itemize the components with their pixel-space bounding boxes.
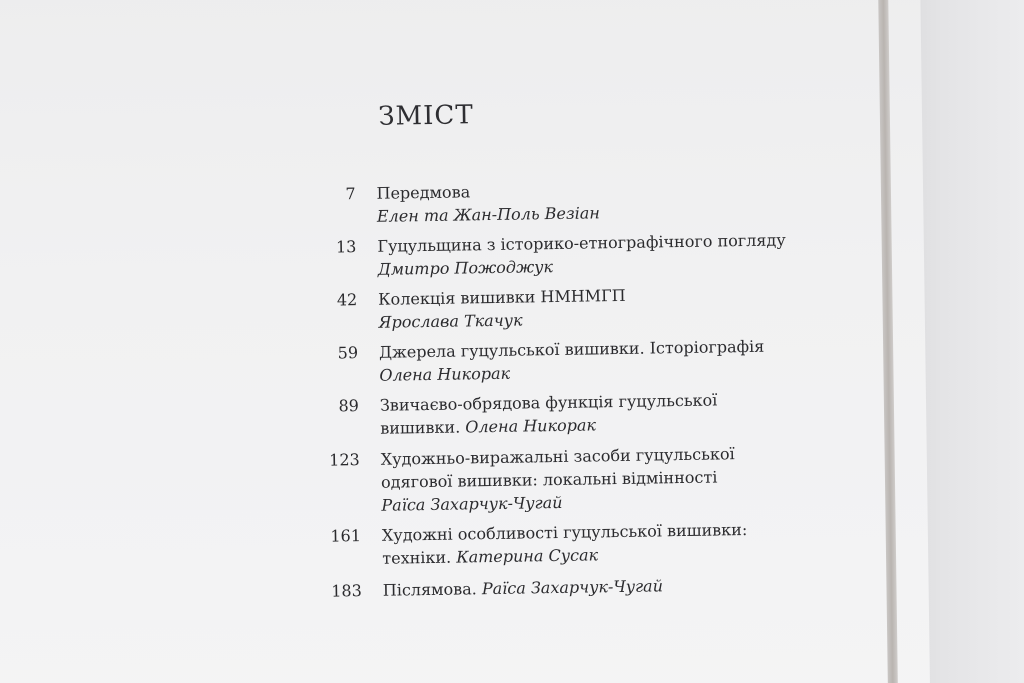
toc-title: ЗМІСТ	[378, 100, 474, 132]
toc-entry-body	[381, 441, 842, 517]
toc-page-number: 123	[329, 450, 360, 470]
toc-entry-title: Післямова.	[382, 579, 477, 600]
toc-page-number: 161	[330, 526, 362, 546]
toc-entry-title-cont: одягової вишивки: локальні відмінності	[380, 467, 718, 492]
toc-entry-body	[376, 175, 837, 228]
toc-page-number: 59	[337, 343, 359, 363]
toc-entry-title-part: техніки.	[382, 547, 452, 568]
toc-entry-author: Олена Никорак	[379, 363, 511, 385]
toc-page-number: 42	[336, 290, 358, 310]
toc-entry-body	[377, 228, 838, 281]
toc-entry-author: Олена Никорак	[465, 415, 597, 437]
toc-entry-author: Катерина Сусак	[456, 545, 599, 567]
toc-page-number: 13	[335, 237, 357, 257]
toc-entry-title: Звичаєво-обрядова функція гуцульської	[379, 390, 718, 415]
toc-entry-title: Художні особливості гуцульської вишивки:	[381, 520, 748, 545]
toc-entry-title: Джерела гуцульської вишивки. Історіографія	[378, 336, 765, 362]
toc-entry-title: Художньо-виражальні засоби гуцульської	[380, 444, 735, 469]
toc-entry-author: Дмитро Пожоджук	[377, 257, 554, 279]
toc-entry-body	[379, 334, 840, 387]
toc-page-number: 7	[345, 184, 356, 204]
toc-entry-author: Раїса Захарчук-Чугай	[381, 492, 563, 515]
toc-entry-body	[382, 517, 843, 570]
toc-entry-title: Гуцульщина з історико-етнографічного погляду	[377, 230, 786, 256]
toc-entry-author: Елен та Жан-Поль Везіан	[376, 203, 600, 226]
toc-entry-author: Раїса Захарчук-Чугай	[481, 576, 664, 599]
toc-entry-title: Колекція вишивки НМНМГП	[378, 285, 626, 309]
toc-page-number: 89	[338, 396, 360, 416]
toc-entry-author: Ярослава Ткачук	[378, 310, 523, 332]
toc-entry-title: Передмова	[376, 182, 471, 203]
toc-entry-body	[378, 281, 839, 334]
toc-entry-body	[380, 387, 841, 440]
toc-entry-title-part: вишивки.	[380, 417, 461, 438]
toc-page-number: 183	[331, 581, 362, 601]
